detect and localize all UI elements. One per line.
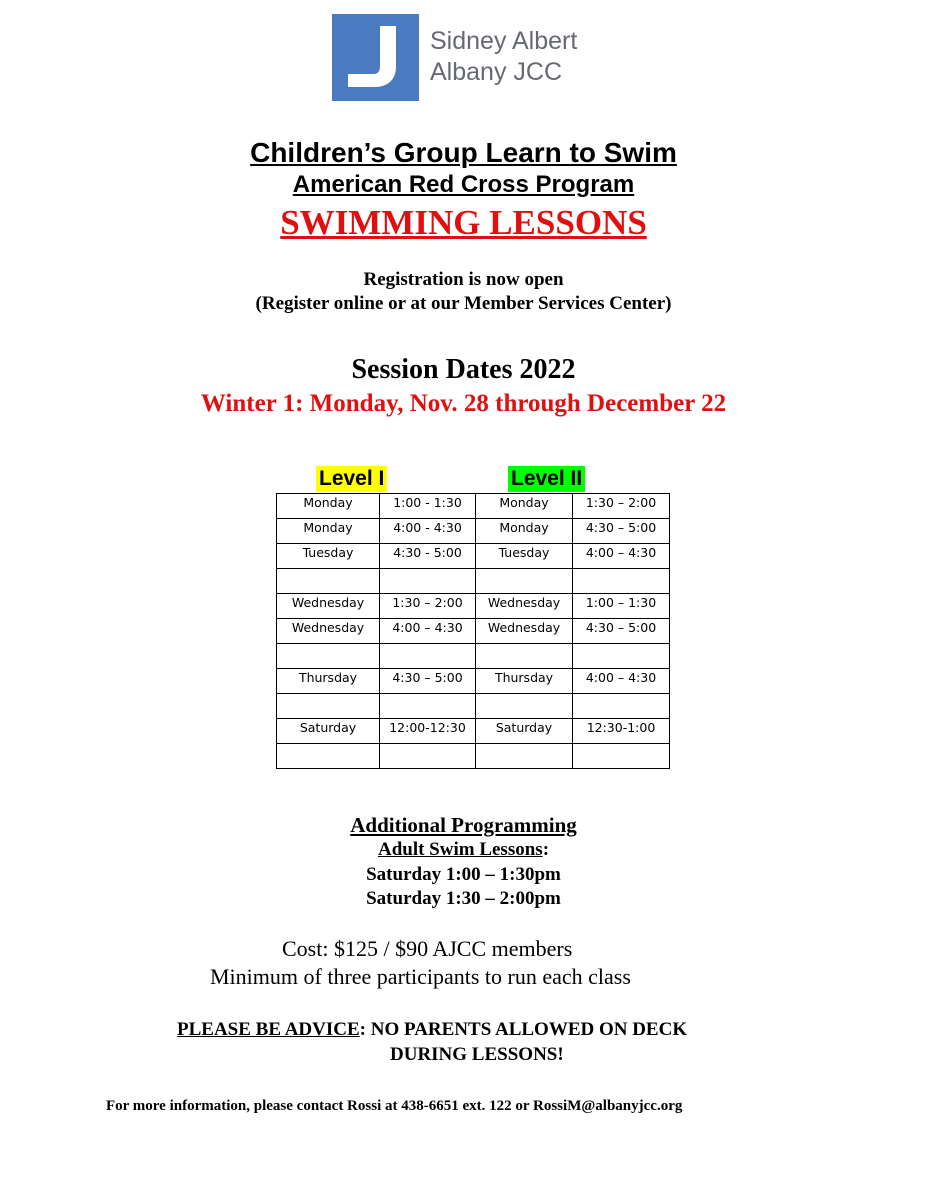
level-1-day-cell: [277, 569, 380, 594]
logo-mark: [332, 14, 419, 101]
page-title: Children’s Group Learn to Swim: [250, 137, 677, 168]
level-2-day-cell: Monday: [476, 519, 573, 544]
level-1-time-cell: 12:00-12:30: [380, 719, 476, 744]
level-2-day-cell: Thursday: [476, 669, 573, 694]
table-row: [277, 719, 670, 744]
logo-line-2: Albany JCC: [430, 58, 562, 86]
level-2-day-cell: Monday: [476, 494, 573, 519]
registration-open: Registration is now open: [363, 269, 564, 290]
level-1-time-cell: 1:00 - 1:30: [380, 494, 476, 519]
level-2-day-cell: Tuesday: [476, 544, 573, 569]
level-2-day-cell: [476, 694, 573, 719]
level-2-time-cell: 1:30 – 2:00: [573, 494, 670, 519]
level-1-day-cell: Thursday: [277, 669, 380, 694]
table-row: [277, 619, 670, 644]
level-1-time-cell: [380, 644, 476, 669]
level-2-time-cell: 4:30 – 5:00: [573, 519, 670, 544]
adult-time-1: Saturday 1:00 – 1:30pm: [366, 864, 561, 885]
adult-swim-lessons-heading: Adult Swim Lessons:: [377, 839, 550, 860]
level-2-day-cell: [476, 569, 573, 594]
level-1-day-cell: Wednesday: [277, 594, 380, 619]
logo-wordmark: [430, 26, 577, 88]
level-1-time-cell: 4:30 - 5:00: [380, 544, 476, 569]
table-row: [277, 544, 670, 569]
level-2-time-cell: 4:30 – 5:00: [573, 619, 670, 644]
table-row: [277, 519, 670, 544]
level-1-day-cell: Wednesday: [277, 619, 380, 644]
level-2-time-cell: [573, 744, 670, 769]
session-heading: Session Dates 2022: [351, 354, 576, 385]
level-2-time-cell: 12:30-1:00: [573, 719, 670, 744]
level-2-time-cell: [573, 644, 670, 669]
advice-line-1: PLEASE BE ADVICE: NO PARENTS ALLOWED ON DECK: [177, 1019, 688, 1040]
swimming-lessons-banner: SWIMMING LESSONS: [280, 203, 647, 242]
table-row: [277, 569, 670, 594]
logo-line-1: Sidney Albert: [430, 27, 578, 55]
logo-j-icon: [332, 14, 419, 101]
table-row: [277, 594, 670, 619]
level-2-day-cell: Wednesday: [476, 619, 573, 644]
level-2-time-cell: [573, 694, 670, 719]
contact-info: For more information, please contact Rossi at 438-6651 ext. 122 or RossiM@albanyjcc.org: [106, 1098, 683, 1114]
level-1-time-cell: [380, 694, 476, 719]
level-1-day-cell: Tuesday: [277, 544, 380, 569]
level-1-day-cell: Monday: [277, 519, 380, 544]
winter-session-dates: Winter 1: Monday, Nov. 28 through December 22: [200, 390, 727, 417]
level-1-time-cell: 4:30 – 5:00: [380, 669, 476, 694]
level-1-day-cell: Saturday: [277, 719, 380, 744]
level-2-time-cell: 4:00 – 4:30: [573, 544, 670, 569]
level-2-day-cell: Wednesday: [476, 594, 573, 619]
table-row: [277, 694, 670, 719]
level-1-time-cell: 4:00 - 4:30: [380, 519, 476, 544]
level-2-day-cell: Saturday: [476, 719, 573, 744]
level-1-day-cell: [277, 744, 380, 769]
adult-time-2: Saturday 1:30 – 2:00pm: [366, 888, 561, 909]
advice-line-2: DURING LESSONS!: [390, 1044, 564, 1065]
level-1-time-cell: 1:30 – 2:00: [380, 594, 476, 619]
program-subtitle: American Red Cross Program: [292, 171, 635, 198]
level-2-time-cell: [573, 569, 670, 594]
level-2-time-cell: 1:00 – 1:30: [573, 594, 670, 619]
table-row: [277, 644, 670, 669]
schedule-table: [276, 493, 670, 769]
level-1-day-cell: Monday: [277, 494, 380, 519]
level-1-time-cell: 4:00 – 4:30: [380, 619, 476, 644]
level-2-day-cell: [476, 744, 573, 769]
level-1-time-cell: [380, 569, 476, 594]
level-2-day-cell: [476, 644, 573, 669]
additional-programming-heading: Additional Programming: [350, 813, 577, 837]
table-row: [277, 494, 670, 519]
level-2-heading: Level II: [508, 466, 585, 492]
table-row: [277, 669, 670, 694]
logo: [332, 14, 607, 102]
cost-text: Cost: $125 / $90 AJCC members: [282, 936, 573, 961]
level-2-time-cell: 4:00 – 4:30: [573, 669, 670, 694]
level-1-day-cell: [277, 694, 380, 719]
registration-instructions: (Register online or at our Member Services Center): [255, 293, 672, 314]
level-1-time-cell: [380, 744, 476, 769]
table-row: [277, 744, 670, 769]
level-1-day-cell: [277, 644, 380, 669]
minimum-participants: Minimum of three participants to run each class: [210, 964, 631, 989]
level-1-heading: Level I: [316, 466, 387, 492]
